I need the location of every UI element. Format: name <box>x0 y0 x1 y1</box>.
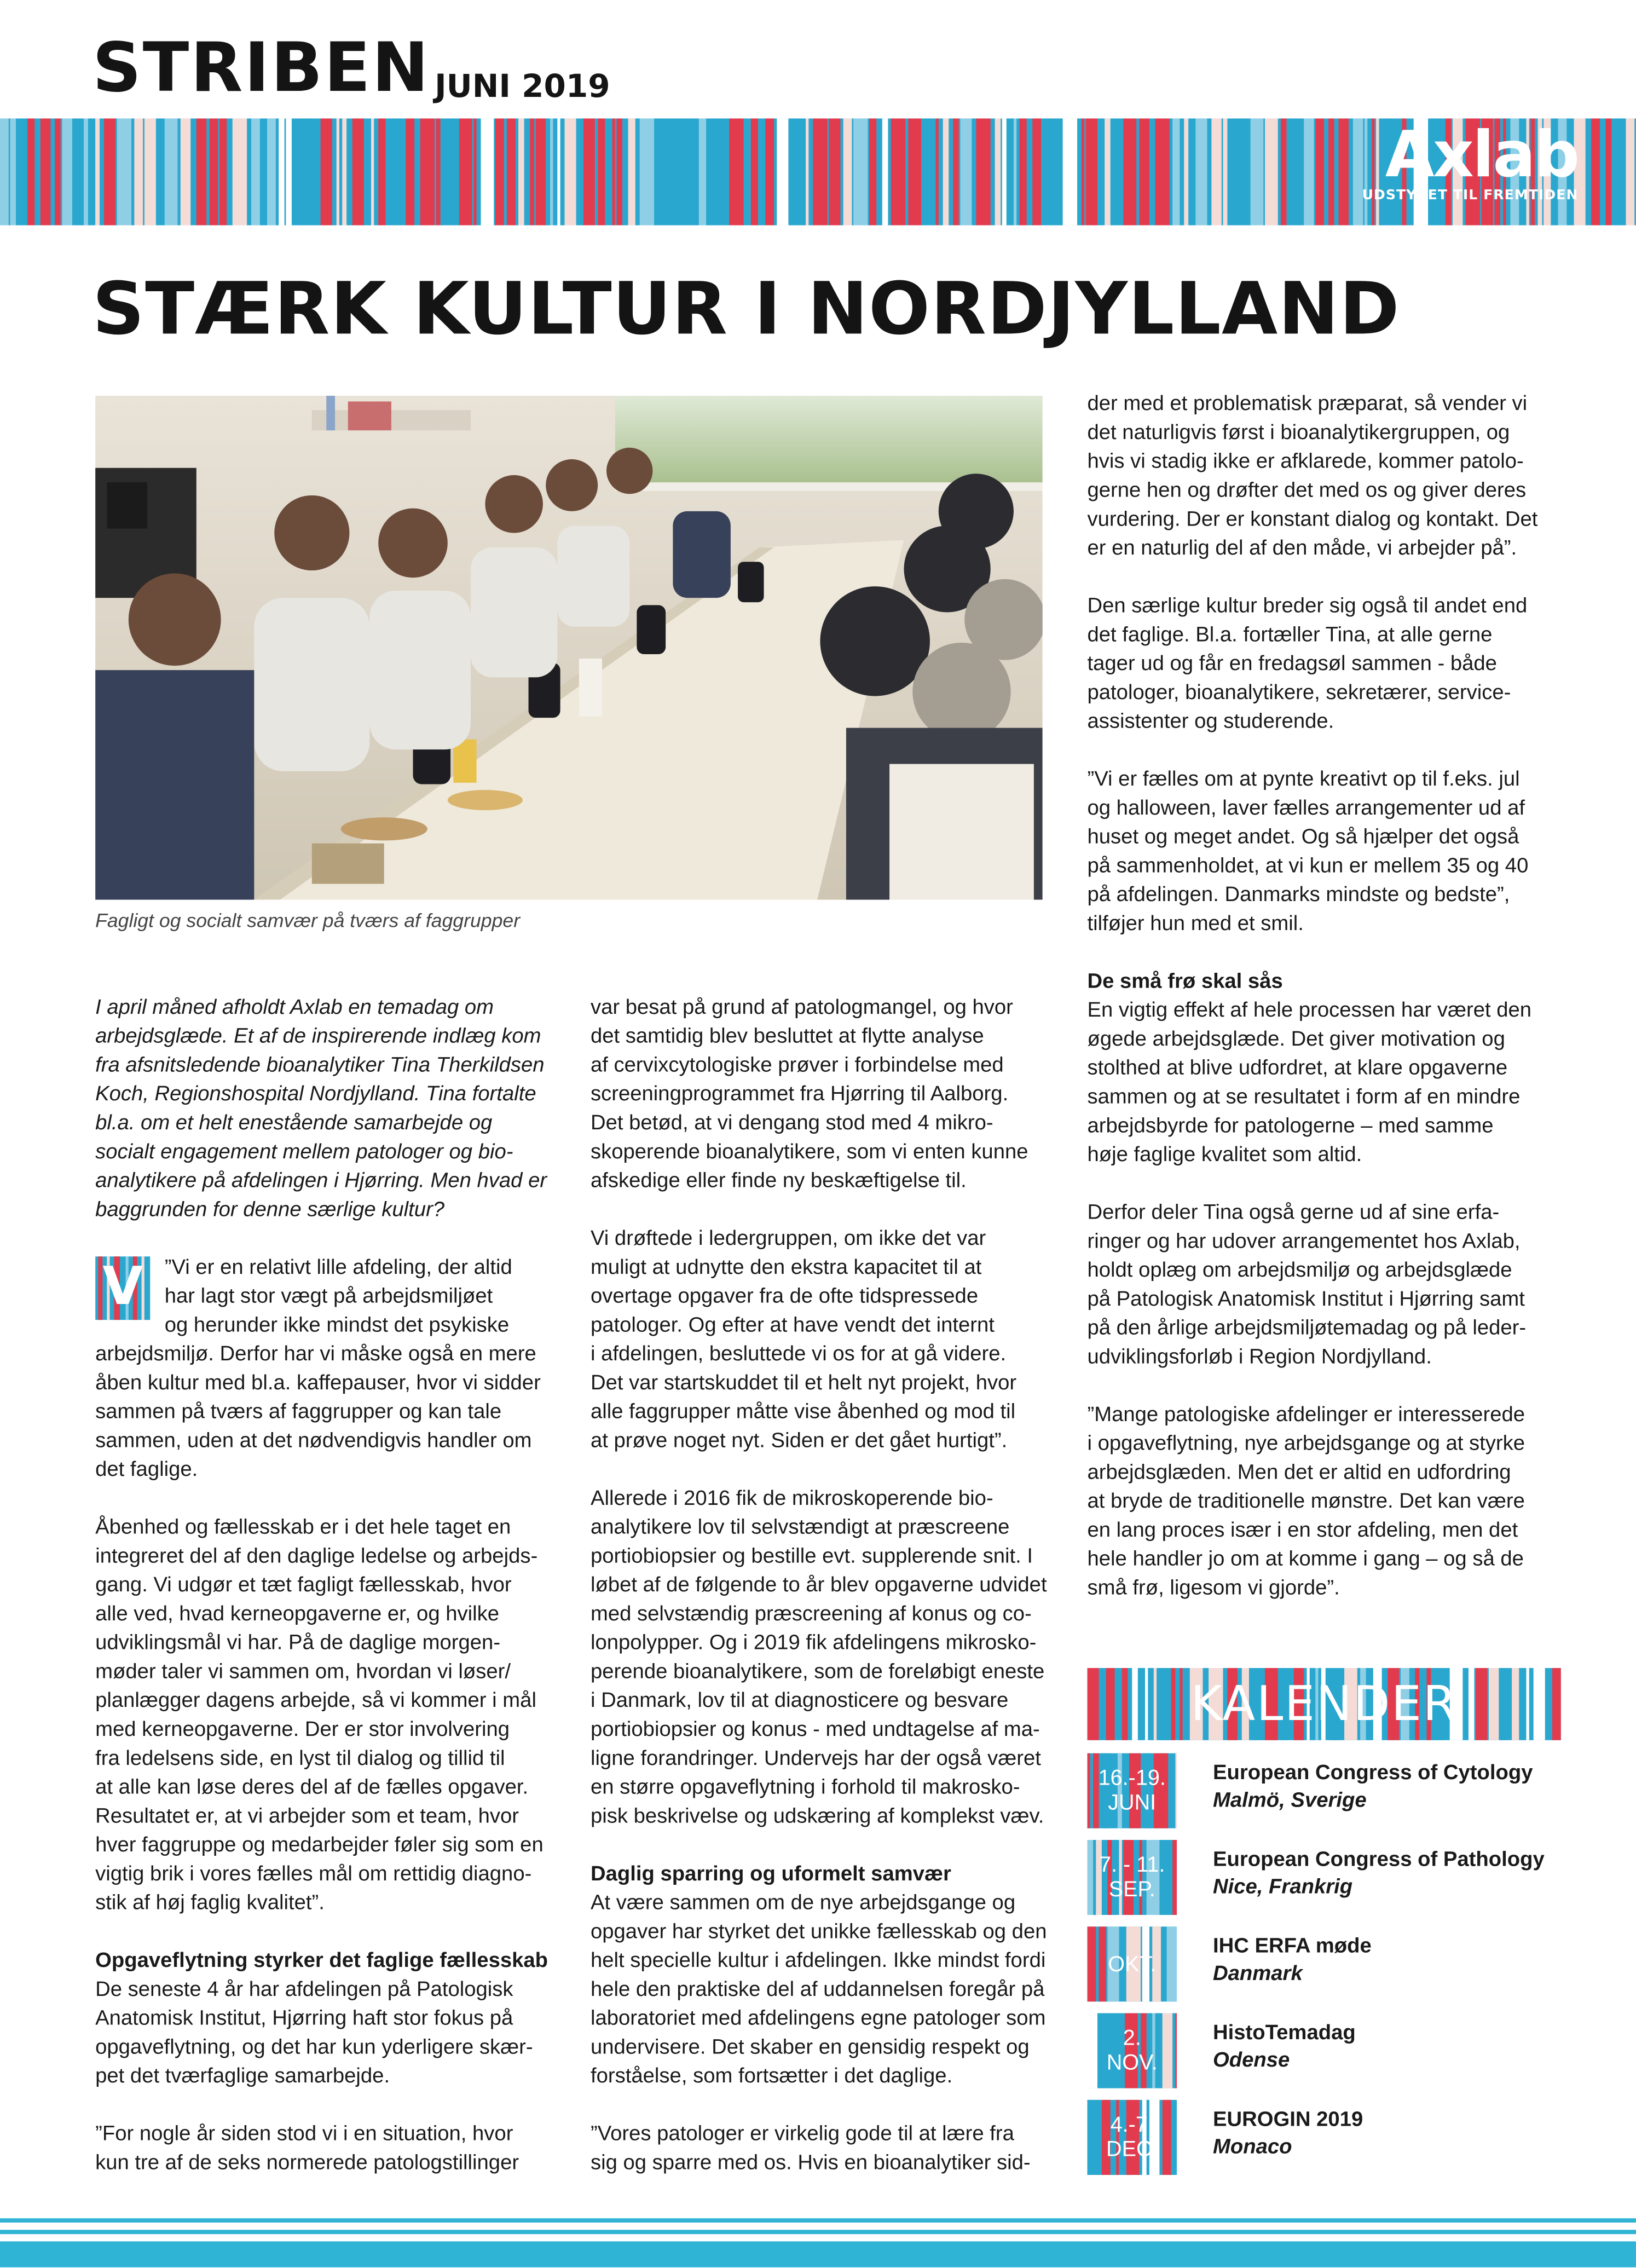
article-paragraph <box>1087 390 1564 563</box>
text-line: hvis vi stadig ikke er afklarede, kommer patolo- <box>1087 451 1524 474</box>
text-line: perende bioanalytikere, som de foreløbigt eneste <box>590 1660 1045 1684</box>
text-line: holdt oplæg om arbejdsmiljø og arbejdsglæde <box>1087 1259 1512 1283</box>
calendar-event <box>1087 2013 1564 2088</box>
article-column-1 <box>95 994 557 2207</box>
text-line: åben kultur med bl.a. kaffepauser, hvor vi sidder <box>95 1372 541 1395</box>
masthead-date: JUNI 2019 <box>435 69 610 106</box>
text-line: ”For nogle år siden stod vi i en situation, hvor <box>95 2123 513 2146</box>
article-paragraph <box>1087 1401 1564 1603</box>
text-line: Det var startskuddet til et helt nyt projekt, hvor <box>590 1372 1017 1395</box>
text-line: gerne hen og drøfter det med os og giver deres <box>1087 479 1527 503</box>
text-line: Vi drøftede i ledergruppen, om ikke det var <box>590 1227 986 1251</box>
text-line: af cervixcytologiske prøver i forbindelse med <box>590 1054 1004 1078</box>
calendar-event-name: IHC ERFA møde <box>1213 1935 1372 1959</box>
calendar-event-place: Odense <box>1213 2049 1290 2073</box>
text-line: øgede arbejdsglæde. Det giver motivation og <box>1087 1028 1505 1052</box>
article-paragraph <box>95 2120 557 2178</box>
calendar-event-place: Danmark <box>1213 1963 1303 1986</box>
calendar-date-line: SEP. <box>1108 1877 1155 1902</box>
text-line: overtage opgaver fra de ofte tidspressede <box>590 1285 979 1309</box>
article-paragraph <box>1087 996 1564 1170</box>
logo-wordmark: Axlab <box>1385 118 1579 192</box>
text-line: møder taler vi sammen om, hvordan vi løser/ <box>95 1660 511 1684</box>
calendar-event <box>1087 1753 1564 1828</box>
photo-caption: Fagligt og socialt samvær på tværs af faggrupper <box>95 910 521 932</box>
text-line: ”Vores patologer er virkelig gode til at lære fra <box>590 2123 1014 2146</box>
text-line: At være sammen om de nye arbejdsgange og <box>590 1891 1016 1915</box>
calendar-date <box>1087 1840 1177 1915</box>
text-line: ”Mange patologiske afdelinger er interesserede <box>1087 1404 1525 1427</box>
calendar-event-place: Malmö, Sverige <box>1213 1789 1367 1813</box>
text-line: patologer. Og efter at have vendt det internt <box>590 1314 995 1337</box>
article-paragraph <box>591 1889 1053 2091</box>
text-line: små frø, ligesom vi gjorde”. <box>1087 1577 1340 1601</box>
article-paragraph <box>1087 765 1564 939</box>
article-photo <box>95 396 1043 900</box>
text-line: en lang proces især i en stor afdeling, men det <box>1087 1519 1518 1543</box>
text-line: har lagt stor vægt på arbejdsmiljøet <box>164 1285 493 1309</box>
text-line: kun tre af de seks normerede patologstillinger <box>95 2151 519 2175</box>
text-line: lonpolypper. Og i 2019 fik afdelingens mikrosko- <box>590 1632 1037 1655</box>
text-line: at prøve noget nyt. Siden er det gået hurtigt”. <box>590 1429 1008 1453</box>
text-line: med selvstændig præscreening af konus og co- <box>590 1603 1032 1626</box>
article-paragraph <box>591 1485 1053 1831</box>
text-line: vurdering. Der er konstant dialog og kontakt. Det <box>1087 508 1538 532</box>
calendar-event-place: Nice, Frankrig <box>1213 1875 1353 1900</box>
calendar-date <box>1087 1926 1177 2001</box>
section-heading: Daglig sparring og uformelt samvær <box>590 1863 951 1886</box>
text-line: opgaver har styrket det unikke fællesskab og den <box>590 1920 1047 1944</box>
text-line: sammen, uden at det nødvendigvis handler om <box>95 1429 532 1453</box>
text-line: planlægger dagens arbejde, så vi kommer i mål <box>95 1689 536 1713</box>
logo-tagline: UDSTYRET TIL FREMTIDEN <box>1362 187 1579 204</box>
article-paragraph <box>591 1225 1053 1456</box>
text-line: det faglige. Bl.a. fortæller Tina, at alle gerne <box>1087 624 1493 647</box>
text-line: hver faggruppe og medarbejder føler sig som en <box>95 1834 544 1857</box>
text-line: portiobiopsier og konus - med undtagelse af ma- <box>590 1718 1040 1742</box>
text-line: screeningprogrammet fra Hjørring til Aalborg. <box>590 1083 1009 1106</box>
text-line: forståelse, som fortsætter i det daglige. <box>590 2065 953 2088</box>
calendar-date-line: JUNI <box>1108 1791 1157 1816</box>
calendar-event-name: HistoTemadag <box>1213 2022 1356 2045</box>
text-line: og herunder ikke mindst det psykiske <box>164 1314 510 1337</box>
text-line: opgaveflytning, og det har kun yderligere skær- <box>95 2036 533 2059</box>
text-line: Allerede i 2016 fik de mikroskoperende bio- <box>590 1487 993 1511</box>
masthead-title: STRIBEN <box>92 28 430 108</box>
calendar-date-line: 16.-19. <box>1098 1766 1166 1791</box>
text-line: pisk beskrivelse og udskæring af komplekst væv. <box>590 1805 1044 1828</box>
text-line: på sammenholdet, at vi kun er mellem 35 og 40 <box>1087 855 1529 878</box>
calendar-event <box>1087 1840 1564 1915</box>
text-line: på afdelingen. Danmarks mindste og bedste”, <box>1087 884 1510 907</box>
dropcap-badge <box>95 1256 150 1320</box>
article-paragraph <box>95 1254 557 1485</box>
text-line: Koch, Regionshospital Nordjylland. Tina fortalte <box>95 1083 536 1106</box>
text-line: skoperende bioanalytikere, som vi enten kunne <box>590 1141 1028 1164</box>
article-paragraph <box>591 2120 1053 2178</box>
text-line: høje faglige kvalitet som altid. <box>1087 1144 1362 1167</box>
text-line: analytikere på afdelingen i Hjørring. Men hvad er <box>95 1169 547 1193</box>
calendar-date-line: OKT. <box>1108 1952 1157 1977</box>
text-line: portiobiopsier og bestille evt. supplerende snit. I <box>590 1545 1033 1568</box>
article-column-3 <box>1087 390 1564 1632</box>
dropcap-letter: V <box>102 1257 143 1317</box>
text-line: gang. Vi udgør et tæt fagligt fællesskab, hvor <box>95 1574 512 1597</box>
text-line: fra ledelsens side, en lyst til dialog og tillid til <box>95 1747 505 1771</box>
article-column-2 <box>591 994 1053 2207</box>
calendar-date-line: 7. - 11. <box>1099 1853 1165 1878</box>
text-line: tager ud og får en fredagsøl sammen - både <box>1087 653 1497 676</box>
text-line: afskedige eller finde ny beskæftigelse til. <box>590 1169 967 1193</box>
text-line: var besat på grund af patologmangel, og hvor <box>590 996 1013 1020</box>
text-line: fra afsnitsledende bioanalytiker Tina Therkildsen <box>95 1054 545 1078</box>
text-line: sammen på tværs af faggrupper og kan tale <box>95 1400 502 1424</box>
text-line: ligne forandringer. Undervejs har der også været <box>590 1747 1041 1771</box>
footer-stripes <box>0 2218 1636 2267</box>
text-line: patologer, bioanalytikere, sekretærer, service- <box>1087 682 1511 705</box>
text-line: Den særlige kultur breder sig også til andet end <box>1087 595 1528 619</box>
text-line: laboratoriet med afdelingens egne patologer som <box>590 2007 1046 2031</box>
text-line: pet det tværfaglige samarbejde. <box>95 2065 390 2088</box>
text-line: med kerneopgaverne. Der er stor involvering <box>95 1718 510 1742</box>
text-line: integreret del af den daglige ledelse og arbejds- <box>95 1545 538 1568</box>
article-paragraph <box>1087 592 1564 737</box>
calendar-date <box>1087 1753 1177 1828</box>
calendar-date-line: 2. <box>1123 2026 1141 2051</box>
text-line: arbejdsglæde. Et af de inspirerende indlæg kom <box>95 1025 541 1049</box>
text-line: det faglige. <box>95 1458 198 1482</box>
calendar-date-line: NOV. <box>1106 2051 1158 2075</box>
axlab-logo <box>1362 118 1579 204</box>
text-line: udviklingsforløb i Region Nordjylland. <box>1087 1346 1432 1369</box>
calendar-event-name: European Congress of Pathology <box>1213 1848 1545 1872</box>
text-line: sammen og at se resultatet i form af en mindre <box>1087 1086 1521 1110</box>
section-heading: De små frø skal sås <box>1087 970 1283 994</box>
text-line: analytikere lov til selvstændigt at præscreene <box>590 1516 1010 1540</box>
text-line: hele den praktiske del af uddannelsen foregår på <box>590 1978 1045 2002</box>
text-line: arbejdsbyrde for patologerne – med samme <box>1087 1115 1494 1138</box>
text-line: arbejdsmiljø. Derfor har vi måske også en mere <box>95 1343 536 1366</box>
text-line: på den årlige arbejdsmiljøtemadag og på leder- <box>1087 1317 1527 1341</box>
text-line: tilføjer hun med et smil. <box>1087 913 1304 936</box>
text-line: sig og sparre med os. Hvis en bioanalytiker sid- <box>590 2151 1031 2175</box>
text-line: og halloween, laver fælles arrangementer ud af <box>1087 797 1525 821</box>
article-intro <box>95 994 557 1225</box>
text-line: baggrunden for denne særlige kultur? <box>95 1198 445 1222</box>
section-heading: Opgaveflytning styrker det faglige fællesskab <box>95 1949 548 1973</box>
text-line: De seneste 4 år har afdelingen på Patologisk <box>95 1978 513 2002</box>
text-line: er en naturlig del af den måde, vi arbejder på”. <box>1087 537 1517 561</box>
paragraph-text <box>95 1256 541 1482</box>
article-paragraph <box>591 994 1053 1196</box>
text-line: stolthed at blive udfordret, at klare opgaverne <box>1087 1057 1508 1081</box>
text-line: det samtidig blev besluttet at flytte analyse <box>590 1025 984 1049</box>
text-line: Åbenhed og fællesskab er i det hele taget en <box>95 1516 511 1540</box>
text-line: muligt at udnytte den ekstra kapacitet til at <box>590 1256 982 1280</box>
article-paragraph <box>1087 1199 1564 1372</box>
text-line: ”Vi er fælles om at pynte kreativt op til f.eks. jul <box>1087 768 1520 792</box>
text-line: En vigtig effekt af hele processen har været den <box>1087 999 1532 1023</box>
text-line: vigtig brik i vores fælles mål om rettidig diagno- <box>95 1863 532 1886</box>
text-line: huset og meget andet. Og så hjælper det også <box>1087 826 1519 850</box>
calendar-date-line: 4.-7. <box>1110 2113 1154 2138</box>
text-line: stik af høj faglig kvalitet”. <box>95 1891 325 1915</box>
text-line: udviklingsmål vi har. På de daglige morgen- <box>95 1632 501 1655</box>
text-line: ”Vi er en relativt lille afdeling, der altid <box>164 1256 512 1280</box>
calendar-event-name: European Congress of Cytology <box>1213 1762 1533 1785</box>
calendar-event <box>1087 1926 1564 2001</box>
text-line: at bryde de traditionelle mønstre. Det kan være <box>1087 1490 1525 1514</box>
calendar-date <box>1087 2013 1177 2088</box>
text-line: helt specielle kultur i afdelingen. Ikke mindst fordi <box>590 1949 1046 1973</box>
text-line: i afdelingen, besluttede vi os for at gå videre. <box>590 1343 1007 1366</box>
text-line: alle ved, hvad kerneopgaverne er, og hvilke <box>95 1603 500 1626</box>
text-line: undervisere. Det skaber en gensidig respekt og <box>590 2036 1030 2059</box>
text-line: på Patologisk Anatomisk Institut i Hjørring samt <box>1087 1288 1525 1312</box>
text-line: i Danmark, lov til at diagnosticere og besvare <box>590 1689 1009 1713</box>
text-line: i opgaveflytning, nye arbejdsgange og at styrke <box>1087 1432 1525 1456</box>
text-line: Derfor deler Tina også gerne ud af sine erfa- <box>1087 1201 1500 1225</box>
text-line: der med et problematisk præparat, så vender vi <box>1087 393 1528 416</box>
text-line: en større opgaveflytning i forhold til makrosko- <box>590 1776 1020 1800</box>
article-paragraph <box>95 1514 557 1918</box>
text-line: Anatomisk Institut, Hjørring haft stor fokus på <box>95 2007 513 2031</box>
calendar-event <box>1087 2100 1564 2175</box>
calendar-title: KALENDER <box>1190 1675 1458 1732</box>
text-line: det naturligvis først i bioanalytikergruppen, og <box>1087 422 1510 445</box>
text-line: I april måned afholdt Axlab en temadag om <box>95 996 494 1020</box>
calendar-event-place: Monaco <box>1213 2136 1292 2159</box>
text-line: at alle kan løse deres del af de fælles opgaver. <box>95 1776 529 1800</box>
text-line: løbet af de følgende to år blev opgaverne udvidet <box>590 1574 1047 1597</box>
text-line: Det betød, at vi dengang stod med 4 mikro- <box>590 1112 993 1135</box>
text-line: alle faggrupper måtte vise åbenhed og mod til <box>590 1400 1016 1424</box>
text-line: assistenter og studerende. <box>1087 710 1334 734</box>
article-paragraph <box>95 1976 557 2091</box>
text-line: socialt engagement mellem patologer og bio- <box>95 1141 513 1164</box>
calendar-date-line: DEC. <box>1106 2137 1158 2162</box>
text-line: bl.a. om et helt enestående samarbejde og <box>95 1112 493 1135</box>
text-line: Resultatet er, at vi arbejder som et team, hvor <box>95 1805 519 1828</box>
article-headline: STÆRK KULTUR I NORDJYLLAND <box>92 267 1401 351</box>
calendar-event-name: EUROGIN 2019 <box>1213 2108 1363 2132</box>
text-line: arbejdsglæden. Men det er altid en udfordring <box>1087 1461 1511 1485</box>
text-line: ringer og har udover arrangementet hos Axlab, <box>1087 1230 1521 1254</box>
calendar-date <box>1087 2100 1177 2175</box>
text-line: hele handler jo om at komme i gang – og så de <box>1087 1548 1524 1572</box>
